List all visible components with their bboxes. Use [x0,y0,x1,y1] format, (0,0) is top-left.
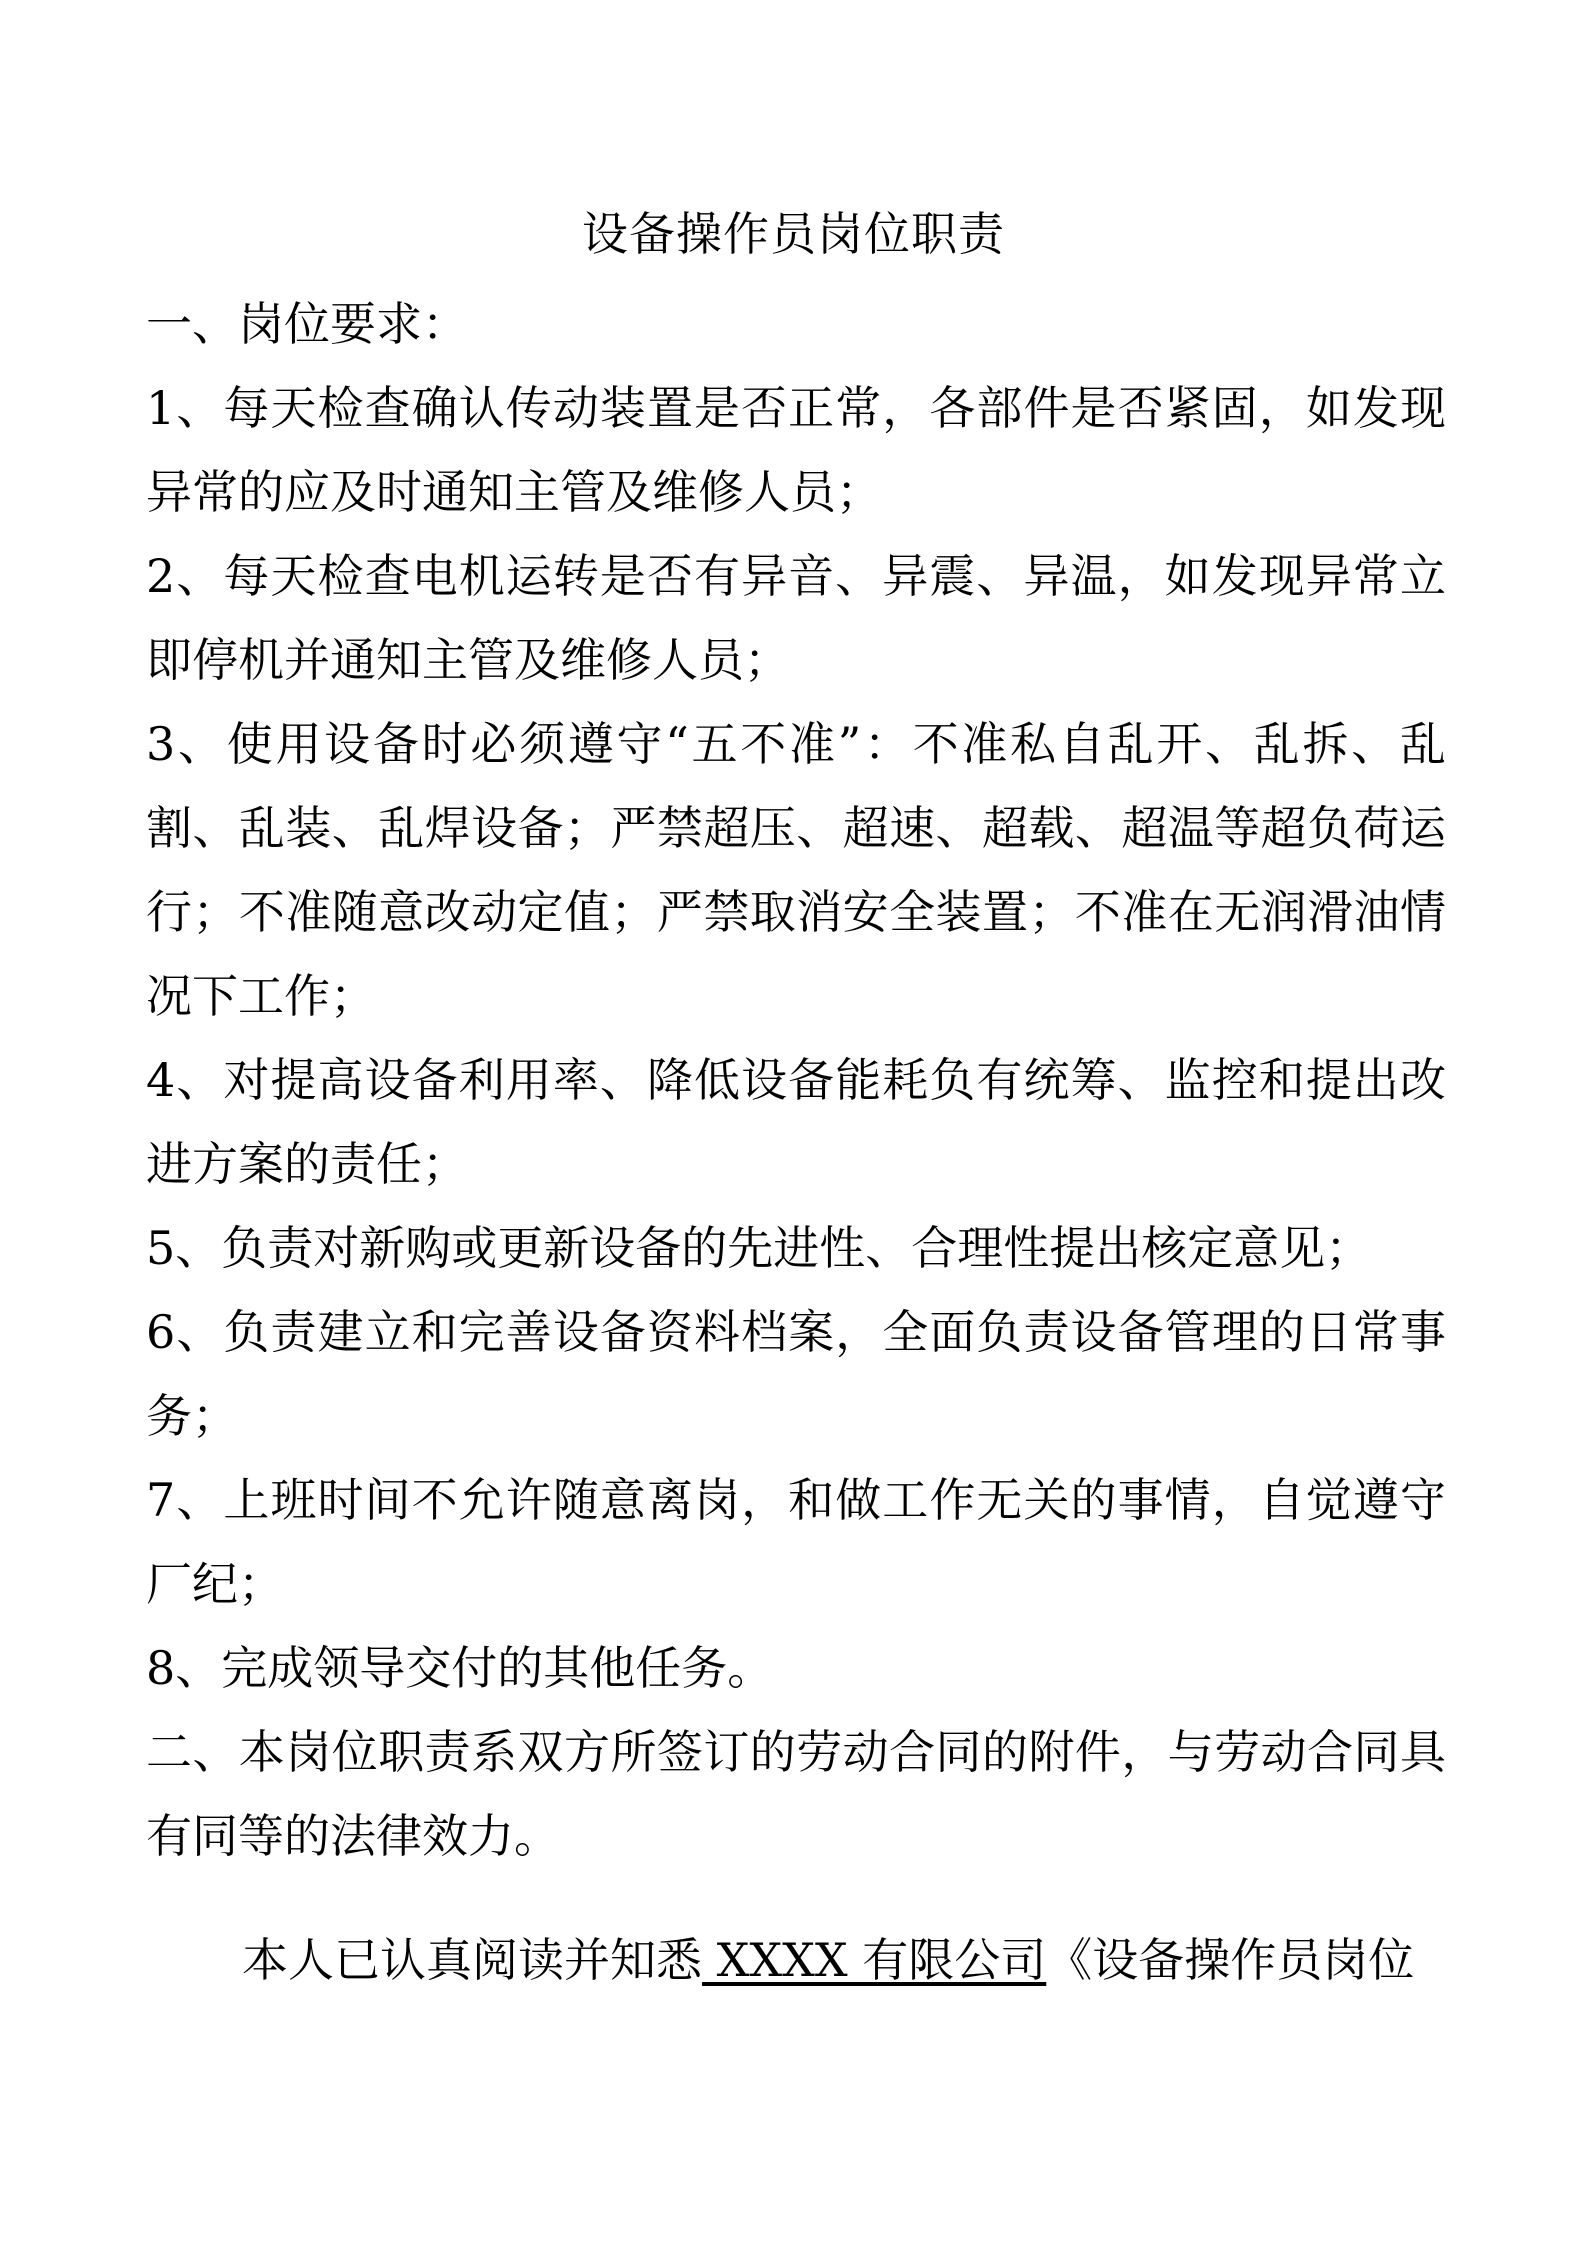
acknowledgement-prefix: 本人已认真阅读并知悉 [242,1933,702,1987]
requirement-item-6: 6、负责建立和完善设备资料档案，全面负责设备管理的日常事务； [146,1305,1446,1443]
document-body [146,282,1446,1878]
requirement-item-1: 1、每天检查确认传动装置是否正常，各部件是否紧固，如发现异常的应及时通知主管及维修人员； [146,381,1446,519]
requirement-item-8: 8、完成领导交付的其他任务。 [146,1641,774,1695]
requirement-item-2: 2、每天检查电机运转是否有异音、异震、异温，如发现异常立即停机并通知主管及维修人员； [146,549,1446,687]
acknowledgement-suffix: 《设备操作员岗位 [1046,1933,1415,1987]
section-legal-effect: 二、本岗位职责系双方所签订的劳动合同的附件，与劳动合同具有同等的法律效力。 [146,1725,1446,1863]
document-title: 设备操作员岗位职责 [582,207,1005,261]
acknowledgement-line [146,1918,1446,2002]
company-name-blank: XXXX 有限公司 [702,1933,1047,1987]
requirement-item-3: 3、使用设备时必须遵守“五不准”：不准私自乱开、乱拆、乱割、乱装、乱焊设备；严禁超压、超速、超载、超温等超负荷运行；不准随意改动定值；严禁取消安全装置；不准在无润滑油情况下工作； [146,717,1446,1023]
section-heading-requirements: 一、岗位要求： [146,297,468,351]
requirement-item-4: 4、对提高设备利用率、降低设备能耗负有统筹、监控和提出改进方案的责任； [146,1053,1446,1191]
requirement-item-7: 7、上班时间不允许随意离岗，和做工作无关的事情，自觉遵守厂纪； [146,1473,1446,1611]
requirement-item-5: 5、负责对新购或更新设备的先进性、合理性提出核定意见； [146,1221,1372,1275]
